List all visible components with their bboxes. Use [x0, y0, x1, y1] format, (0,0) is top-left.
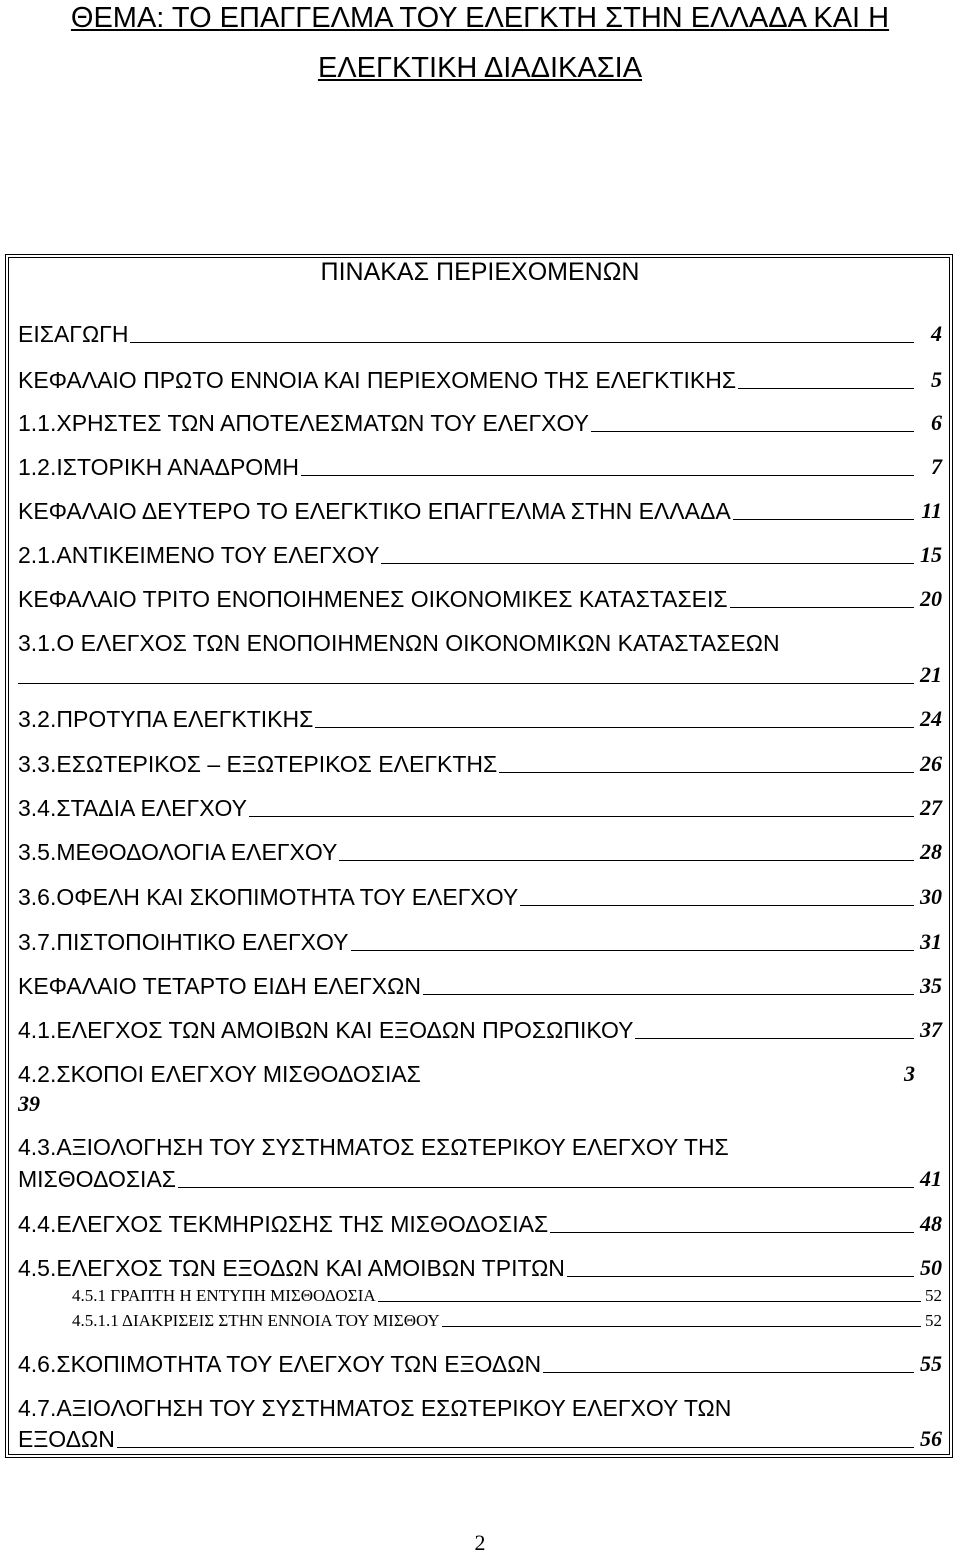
toc-entry: [18, 661, 942, 689]
toc-page: 31: [920, 929, 942, 954]
toc-entry-text: 4.6.ΣΚΟΠΙΜΟΤΗΤΑ ΤΟΥ ΕΛΕΓΧΟΥ ΤΩΝ ΕΞΟΔΩΝ: [18, 1351, 542, 1377]
toc-page: 35: [920, 973, 942, 998]
toc-entry-text: 3.4.ΣΤΑΔΙΑ ΕΛΕΓΧΟΥ: [18, 795, 248, 821]
toc-entry: [18, 1165, 942, 1193]
toc-page: 41: [920, 1166, 942, 1191]
toc-page: 55: [920, 1351, 942, 1376]
toc-entry: [18, 1016, 942, 1044]
toc-leader: [351, 950, 914, 951]
toc-entry-text: ΚΕΦΑΛΑΙΟ ΠΡΩΤΟ ΕΝΝΟΙΑ ΚΑΙ ΠΕΡΙΕΧΟΜΕΝΟ ΤΗΣ ΕΛΕΓΚΤΙΚΗΣ: [18, 367, 737, 393]
toc-entry-text: 3.1.Ο ΕΛΕΓΧΟΣ ΤΩΝ ΕΝΟΠΟΙΗΜΕΝΩΝ ΟΙΚΟΝΟΜΙΚΩΝ ΚΑΤΑΣΤΑΣΕΩΝ: [18, 630, 780, 656]
toc-entry: [18, 794, 942, 822]
toc-entry: [18, 409, 942, 437]
toc-entry: [18, 1254, 942, 1282]
toc-page: 20: [920, 586, 942, 611]
toc-leader: [730, 607, 914, 608]
toc-page: 24: [920, 706, 942, 731]
toc-entry-text: 4.5.ΕΛΕΓΧΟΣ ΤΩΝ ΕΞΟΔΩΝ ΚΑΙ ΑΜΟΙΒΩΝ ΤΡΙΤΩΝ: [18, 1255, 565, 1281]
toc-leader: [423, 994, 914, 995]
toc-page: 28: [920, 839, 942, 864]
toc-page: 6: [931, 410, 942, 435]
toc-entry-text: 1.1.ΧΡΗΣΤΕΣ ΤΩΝ ΑΠΟΤΕΛΕΣΜΑΤΩΝ ΤΟΥ ΕΛΕΓΧΟΥ: [18, 410, 590, 436]
toc-entry: [18, 1350, 942, 1378]
toc-page: 7: [931, 454, 942, 479]
toc-entry-text: 3.6.ΟΦΕΛΗ ΚΑΙ ΣΚΟΠΙΜΟΤΗΤΑ ΤΟΥ ΕΛΕΓΧΟΥ: [18, 884, 519, 910]
toc-heading: ΠΙΝΑΚΑΣ ΠΕΡΙΕΧΟΜΕΝΩΝ: [320, 258, 640, 286]
toc-leader: [543, 1372, 914, 1373]
toc-entry-text: 3.3.ΕΣΩΤΕΡΙΚΟΣ – ΕΞΩΤΕΡΙΚΟΣ ΕΛΕΓΚΤΗΣ: [18, 751, 498, 777]
toc-leader: [249, 816, 914, 817]
page-number: 2: [474, 1530, 486, 1555]
toc-page: 26: [920, 751, 942, 776]
toc-entry: [18, 497, 942, 525]
toc-page: 56: [920, 1426, 942, 1451]
toc-entry-text: 2.1.ΑΝΤΙΚΕΙΜΕΝΟ ΤΟΥ ΕΛΕΓΧΟΥ: [18, 542, 380, 568]
toc-entry: [18, 883, 942, 911]
toc-entry-text: 4.5.1 ΓΡΑΠΤΗ Η ΕΝΤΥΠΗ ΜΙΣΘΟΔΟΣΙΑ: [72, 1286, 376, 1305]
toc-entry-text: ΜΙΣΘΟΔΟΣΙΑΣ: [18, 1166, 177, 1192]
toc-entry-text: ΕΞΟΔΩΝ: [18, 1426, 115, 1452]
toc-page: 48: [920, 1211, 942, 1236]
toc-entry-text: 1.2.ΙΣΤΟΡΙΚΗ ΑΝΑΔΡΟΜΗ: [18, 454, 299, 480]
toc-entry-text: 4.5.1.1 ΔΙΑΚΡΙΣΕΙΣ ΣΤΗΝ ΕΝΝΟΙΑ ΤΟΥ ΜΙΣΘΟΥ: [72, 1311, 440, 1330]
toc-leader: [520, 905, 914, 906]
toc-page: 52: [925, 1286, 942, 1305]
toc-page: 39: [18, 1091, 40, 1116]
toc-entry: [18, 838, 942, 866]
toc-entry: [18, 585, 942, 613]
toc-entry: [18, 972, 942, 1000]
toc-entry-text: 4.1.ΕΛΕΓΧΟΣ ΤΩΝ ΑΜΟΙΒΩΝ ΚΑΙ ΕΞΟΔΩΝ ΠΡΟΣΩΠΙΚΟΥ: [18, 1017, 634, 1043]
toc-entry-text: 4.7.ΑΞΙΟΛΟΓΗΣΗ ΤΟΥ ΣΥΣΤΗΜΑΤΟΣ ΕΣΩΤΕΡΙΚΟΥ ΕΛΕΓΧΟΥ ΤΩΝ: [18, 1395, 732, 1421]
toc-entry-text: ΕΙΣΑΓΩΓΗ: [18, 321, 129, 347]
toc-entry: [18, 366, 942, 394]
toc-page: 4: [931, 321, 942, 346]
toc-leader: [591, 431, 914, 432]
toc-leader: [733, 519, 914, 520]
toc-page: 27: [920, 795, 942, 820]
toc-entry-text: 3.2.ΠΡΟΤΥΠΑ ΕΛΕΓΚΤΙΚΗΣ: [18, 706, 314, 732]
toc-page: 50: [920, 1255, 942, 1280]
toc-page: 11: [921, 498, 942, 523]
toc-leader: [499, 772, 914, 773]
toc-subentry: [72, 1311, 942, 1331]
toc-entry-text: ΚΕΦΑΛΑΙΟ ΔΕΥΤΕΡΟ ΤΟ ΕΛΕΓΚΤΙΚΟ ΕΠΑΓΓΕΛΜΑ ΣΤΗΝ ΕΛΛΑΔΑ: [18, 498, 731, 524]
toc-entry: [18, 705, 942, 733]
toc-leader: [378, 1301, 921, 1302]
toc-leader: [567, 1276, 914, 1277]
toc-entry: [18, 1425, 942, 1453]
toc-leader: [178, 1187, 914, 1188]
toc-leader: [301, 475, 914, 476]
toc-leader: [117, 1447, 914, 1448]
toc-leader: [18, 683, 914, 684]
toc-entry: [18, 928, 942, 956]
toc-entry: [18, 453, 942, 481]
toc-entry-text: ΚΕΦΑΛΑΙΟ ΤΡΙΤΟ ΕΝΟΠΟΙΗΜΕΝΕΣ ΟΙΚΟΝΟΜΙΚΕΣ ΚΑΤΑΣΤΑΣΕΙΣ: [18, 586, 728, 612]
toc-page: 5: [931, 367, 942, 392]
document-title-line-1: ΘΕΜΑ: ΤΟ ΕΠΑΓΓΕΛΜΑ ΤΟΥ ΕΛΕΓΚΤΗ ΣΤΗΝ ΕΛΛΑΔΑ ΚΑΙ Η: [70, 2, 890, 34]
toc-leader: [442, 1326, 921, 1327]
toc-entry: [18, 320, 942, 348]
toc-leader: [738, 388, 914, 389]
toc-entry-text: ΚΕΦΑΛΑΙΟ ΤΕΤΑΡΤΟ ΕΙΔΗ ΕΛΕΓΧΩΝ: [18, 973, 421, 999]
toc-page: 3: [904, 1061, 915, 1086]
toc-entry: [18, 750, 942, 778]
toc-subentry: [72, 1286, 942, 1306]
document-title-line-2: ΕΛΕΓΚΤΙΚΗ ΔΙΑΔΙΚΑΣΙΑ: [317, 52, 643, 84]
toc-leader: [550, 1232, 914, 1233]
toc-leader: [635, 1038, 914, 1039]
toc-entry-text: 4.2.ΣΚΟΠΟΙ ΕΛΕΓΧΟΥ ΜΙΣΘΟΔΟΣΙΑΣ: [18, 1061, 421, 1087]
toc-entry-text: 3.7.ΠΙΣΤΟΠΟΙΗΤΙΚΟ ΕΛΕΓΧΟΥ: [18, 929, 349, 955]
toc-page: 30: [920, 884, 942, 909]
toc-entry: [18, 1210, 942, 1238]
toc-entry-text: 4.4.ΕΛΕΓΧΟΣ ΤΕΚΜΗΡΙΩΣΗΣ ΤΗΣ ΜΙΣΘΟΔΟΣΙΑΣ: [18, 1211, 549, 1237]
toc-page: 21: [920, 662, 942, 687]
toc-entry-text: 3.5.ΜΕΘΟΔΟΛΟΓΙΑ ΕΛΕΓΧΟΥ: [18, 839, 338, 865]
toc-page: 15: [920, 542, 942, 567]
toc-page: 52: [925, 1311, 942, 1330]
toc-page: 37: [920, 1017, 942, 1042]
toc-entry: [18, 541, 942, 569]
toc-leader: [381, 563, 914, 564]
toc-leader: [339, 860, 914, 861]
toc-entry-text: 4.3.ΑΞΙΟΛΟΓΗΣΗ ΤΟΥ ΣΥΣΤΗΜΑΤΟΣ ΕΣΩΤΕΡΙΚΟΥ ΕΛΕΓΧΟΥ ΤΗΣ: [18, 1134, 729, 1160]
toc-leader: [315, 727, 914, 728]
toc-leader: [130, 342, 914, 343]
